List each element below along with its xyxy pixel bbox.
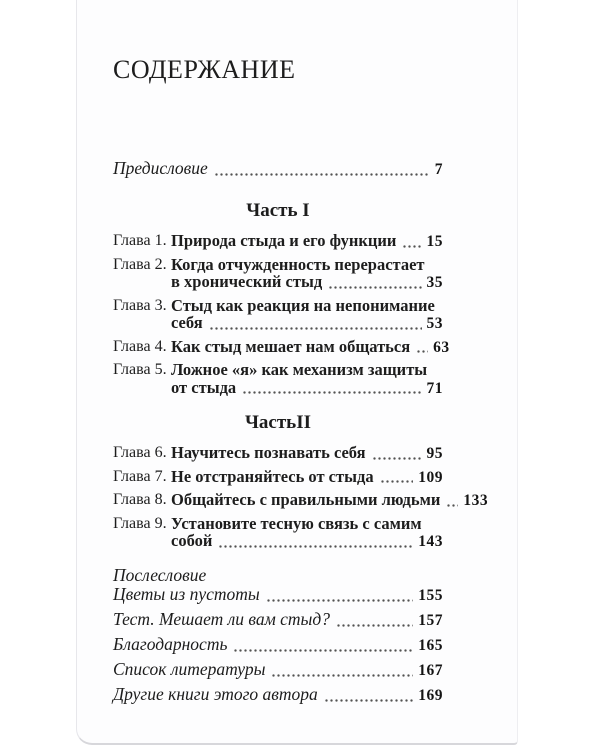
- page-number: 155: [418, 586, 443, 604]
- dot-leader: [328, 286, 421, 289]
- entry-content: [113, 159, 443, 179]
- toc-entry: [113, 685, 443, 705]
- entry-content: [171, 515, 443, 551]
- page-number: 7: [434, 161, 443, 178]
- chapter-label: Глава 5.: [113, 361, 167, 378]
- entry-text: Когда отчужденность перерастает: [171, 254, 425, 274]
- toc-entry: [113, 635, 443, 655]
- entry-line: [171, 361, 443, 379]
- toc-entry: [113, 515, 443, 551]
- entry-line: [113, 685, 443, 705]
- toc-entry: [113, 444, 443, 463]
- page-number: 143: [418, 533, 443, 550]
- entry-line: [171, 379, 443, 398]
- dot-leader: [336, 624, 413, 627]
- entry-line: [113, 566, 443, 585]
- part-heading: ЧастьII: [244, 412, 312, 433]
- entry-line: [171, 273, 443, 292]
- chapter-label: Глава 3.: [113, 296, 167, 314]
- toc-entry: [113, 468, 443, 487]
- toc-entry: [113, 490, 489, 510]
- chapter-label: Глава 4.: [113, 337, 167, 355]
- toc-list: [113, 158, 489, 705]
- entry-text: Научитесь познавать себя: [171, 443, 366, 462]
- chapter-label: Глава 6.: [113, 444, 167, 461]
- entry-content: [171, 232, 443, 251]
- entry-line: [171, 256, 443, 274]
- dot-leader: [233, 649, 413, 652]
- entry-line: [171, 532, 443, 551]
- entry-text: Благодарность: [113, 633, 228, 654]
- entry-line: [171, 444, 443, 463]
- entry-text: Другие книги этого автора: [113, 683, 318, 704]
- page-number: 169: [418, 686, 443, 704]
- entry-text: Послесловие: [113, 564, 207, 585]
- entry-line: [171, 468, 443, 487]
- toc-entry: [113, 297, 443, 333]
- entry-line: [171, 297, 443, 315]
- entry-text: себя: [171, 313, 203, 332]
- entry-text: Список литературы: [113, 658, 266, 679]
- chapter-label: Глава 7.: [113, 467, 167, 485]
- entry-content: [171, 361, 443, 397]
- entry-text: Цветы из пустоты: [113, 583, 260, 604]
- page-number: 133: [463, 492, 489, 509]
- page-title: СОДЕРЖАНИЕ: [113, 55, 296, 84]
- entry-line: [171, 336, 450, 357]
- page-number: 167: [418, 661, 443, 679]
- dot-leader: [214, 173, 430, 176]
- toc-entry: [113, 159, 443, 179]
- entry-content: [171, 336, 450, 357]
- toc-entry: [113, 361, 443, 397]
- entry-line: [113, 610, 443, 630]
- entry-text: Установите тесную связь с самим: [171, 513, 422, 533]
- dot-leader: [218, 545, 413, 548]
- toc-entry: [113, 566, 443, 605]
- chapter-label: Глава 1.: [113, 232, 167, 249]
- entry-line: [113, 585, 443, 605]
- entry-text: Предисловие: [113, 158, 208, 178]
- entry-content: [113, 610, 443, 630]
- entry-content: [113, 685, 443, 705]
- page-number: 157: [418, 611, 443, 629]
- entry-line: [171, 314, 443, 333]
- entry-content: [171, 490, 489, 510]
- entry-content: [171, 468, 443, 487]
- dot-leader: [271, 674, 413, 677]
- book-page: [76, 0, 518, 745]
- page-number: 35: [426, 274, 443, 291]
- entry-text: Общайтесь с правильными людьми: [171, 490, 441, 509]
- toc-entry: [113, 256, 443, 292]
- toc-entry: [113, 232, 443, 251]
- chapter-label: Глава 8.: [113, 491, 167, 508]
- entry-text: Ложное «я» как механизм защиты: [171, 360, 428, 379]
- entry-line: [113, 660, 443, 680]
- entry-content: [171, 444, 443, 463]
- entry-content: [171, 256, 443, 292]
- dot-leader: [380, 480, 414, 483]
- page-number: 71: [426, 379, 443, 397]
- dot-leader: [324, 699, 413, 702]
- dot-leader: [266, 599, 413, 602]
- entry-text: в хронический стыд: [171, 272, 323, 291]
- entry-text: Стыд как реакция на непонимание: [171, 295, 435, 315]
- dot-leader: [402, 245, 421, 248]
- entry-content: [171, 297, 443, 333]
- toc-entry: [113, 660, 443, 680]
- entry-line: [171, 232, 443, 251]
- entry-text: от стыда: [171, 377, 237, 397]
- dot-leader: [446, 504, 458, 507]
- page-number: 15: [426, 233, 443, 250]
- page-number: 63: [433, 338, 450, 356]
- dot-leader: [416, 350, 428, 353]
- dot-leader: [242, 391, 421, 394]
- entry-text: Не отстраняйтесь от стыда: [171, 466, 374, 486]
- entry-content: [113, 660, 443, 680]
- entry-line: [113, 635, 443, 655]
- chapter-label: Глава 9.: [113, 514, 167, 532]
- entry-content: [113, 566, 443, 605]
- entry-text: Природа стыда и его функции: [171, 231, 397, 250]
- toc-entry: [113, 610, 443, 630]
- part-heading: Часть I: [246, 200, 310, 221]
- entry-line: [171, 515, 443, 533]
- page-number: 109: [418, 468, 443, 486]
- entry-content: [113, 635, 443, 655]
- page-number: 95: [426, 445, 443, 462]
- entry-line: [113, 159, 443, 179]
- entry-line: [171, 490, 489, 510]
- entry-text: Тест. Мешает ли вам стыд?: [113, 608, 330, 629]
- dot-leader: [372, 457, 422, 460]
- toc-entry: [113, 336, 450, 357]
- page-number: 53: [426, 315, 443, 332]
- dot-leader: [209, 327, 422, 330]
- entry-text: собой: [171, 531, 213, 550]
- entry-text: Как стыд мешает нам общаться: [171, 336, 411, 356]
- page-number: 165: [418, 636, 443, 654]
- chapter-label: Глава 2.: [113, 255, 167, 273]
